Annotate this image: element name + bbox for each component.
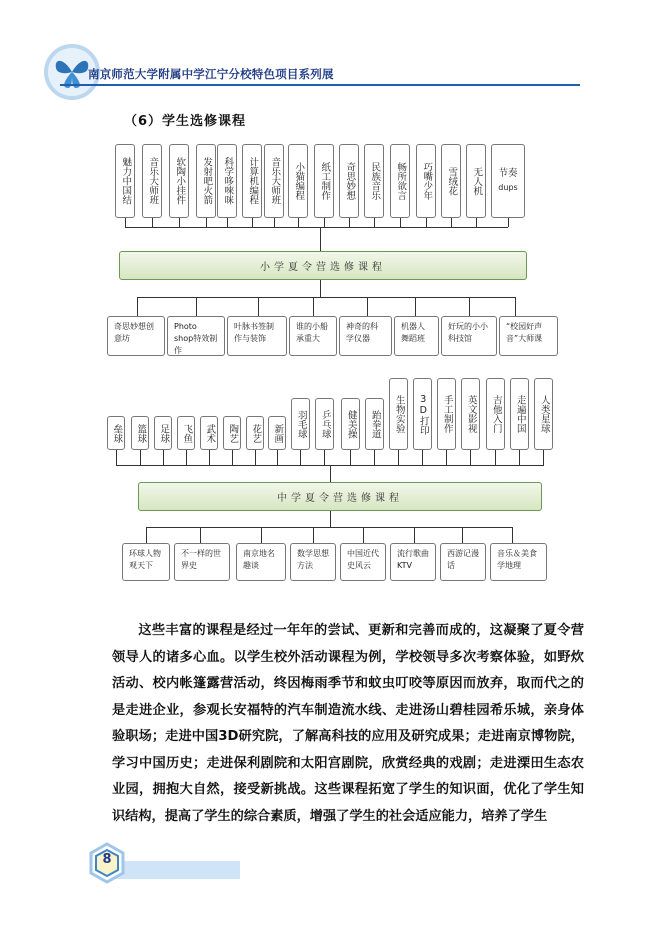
course-box: 科学哆唻咪 [217, 144, 237, 218]
connector-line [137, 297, 138, 316]
course-box: 音乐大师班 [264, 144, 284, 218]
connector-line [179, 218, 180, 227]
course-box: 羽毛球 [291, 398, 310, 450]
course-box: 奇思妙想创意坊 [107, 316, 165, 356]
connector-line [313, 297, 314, 316]
course-box: 巧嘴少年 [416, 144, 436, 218]
connector-line [426, 218, 427, 227]
course-box: 乒乓球 [315, 398, 334, 450]
connector-line [125, 227, 508, 228]
course-box: 叶脉书签制作与装饰 [227, 316, 287, 356]
connector-line [300, 450, 301, 465]
connector-line [277, 450, 278, 465]
connector-line [400, 218, 401, 227]
connector-line [261, 527, 262, 543]
primary-camp-bar: 小学夏令营选修课程 [119, 251, 527, 280]
connector-line [274, 218, 275, 227]
course-box: 音乐大师班 [142, 144, 162, 218]
course-box [491, 144, 525, 218]
course-box: 篮球 [131, 416, 149, 450]
connector-line [508, 218, 509, 227]
connector-line [320, 227, 321, 251]
course-box: 陶艺 [223, 416, 241, 450]
course-box: 不一样的世界史 [174, 543, 230, 581]
connector-line [125, 218, 126, 227]
connector-line [349, 218, 350, 227]
course-box: 无人机 [466, 144, 486, 218]
connector-line [330, 465, 331, 482]
connector-line [515, 297, 516, 316]
course-box: 好玩的小小科技馆 [441, 316, 497, 356]
course-label: dups [498, 183, 518, 192]
course-box: 吉他入门 [486, 378, 505, 450]
connector-line [543, 450, 544, 465]
course-box: 南京地名趣谈 [236, 543, 286, 581]
header-title: 南京师范大学附属中学江宁分校特色项目系列展 [88, 67, 334, 81]
connector-line [470, 450, 471, 465]
footer-strip [110, 861, 240, 879]
course-box: 畅所欲言 [390, 144, 410, 218]
connector-line [137, 297, 516, 298]
connector-line [374, 450, 375, 465]
connector-line [186, 450, 187, 465]
connector-line [451, 218, 452, 227]
course-box: “校园好声音”大师课 [499, 316, 558, 356]
section-heading: （6）学生选修课程 [124, 114, 247, 129]
connector-line [363, 527, 364, 543]
course-box: 垒球 [107, 416, 125, 450]
connector-line [446, 450, 447, 465]
connector-line [512, 527, 513, 543]
connector-line [330, 511, 331, 527]
course-box: 西游记漫话 [440, 543, 486, 581]
course-box: 数学思想方法 [290, 543, 336, 581]
course-box: 3D打印 [413, 378, 432, 450]
course-box: 计算机编程 [242, 144, 262, 218]
connector-line [116, 450, 117, 465]
connector-line [163, 450, 164, 465]
course-box: 软陶小挂件 [169, 144, 189, 218]
connector-line [206, 218, 207, 227]
connector-line [324, 450, 325, 465]
connector-line [519, 450, 520, 465]
course-box: 走遍中国 [510, 378, 529, 450]
course-box: 魅力中国结 [115, 144, 135, 218]
connector-line [146, 527, 147, 543]
course-box: 小猫编程 [288, 144, 308, 218]
course-box: 谁的小船承重大 [289, 316, 337, 356]
connector-line [227, 218, 228, 227]
connector-line [374, 218, 375, 227]
header-divider [60, 84, 580, 86]
connector-line [422, 450, 423, 465]
connector-line [398, 450, 399, 465]
course-box: 英文影视 [461, 378, 480, 450]
course-box: 手工制作 [437, 378, 456, 450]
course-box: 足球 [154, 416, 172, 450]
page-number: 8 [102, 852, 112, 867]
connector-line [313, 527, 314, 543]
body-paragraph: 这些丰富的课程是经过一年年的尝试、更新和完善而成的，这凝聚了夏令营领导人的诸多心血。以学生校外活动课程为例，学校领导多次考察体验，如野炊活动、校内帐篷露营活动，终因梅雨季节和蚊虫叮咬等原因而放弃，取而代之的是走进企业，参观长安福特的汽车制造流水线、走进汤山碧桂园希乐城，亲身体验职场；走进中国3D研究院，了解高科技的应用及研究成果；走进南京博物院，学习中国历史；走进保利剧院和太阳宫剧院，欣赏经典的戏剧；走进溧田生态农业园，拥抱大自然，接受新挑战。这些课程拓宽了学生的知识面，优化了学生知识结构，提高了学生的综合素质，增强了学生的社会适应能力，培养了学生 [112, 623, 584, 824]
connector-line [415, 297, 416, 316]
connector-line [476, 218, 477, 227]
connector-line [209, 450, 210, 465]
course-box: 民族音乐 [364, 144, 384, 218]
middle-camp-bar: 中学夏令营选修课程 [138, 482, 542, 511]
connector-line [462, 527, 463, 543]
connector-line [469, 297, 470, 316]
course-box: 发射吧火箭 [196, 144, 216, 218]
course-box: 奇思妙想 [339, 144, 359, 218]
course-box: 人类星球 [534, 378, 553, 450]
course-box: Photo shop特效制作 [167, 316, 225, 356]
connector-line [140, 450, 141, 465]
course-box: 生物实验 [389, 378, 408, 450]
course-box: 神奇的科学仪器 [339, 316, 392, 356]
connector-line [258, 297, 259, 316]
course-box: 中国近代史风云 [340, 543, 386, 581]
connector-line [298, 218, 299, 227]
connector-line [200, 527, 201, 543]
course-box: 流行歌曲KTV [390, 543, 436, 581]
course-box: 雪绒花 [441, 144, 461, 218]
course-box: 飞鱼 [177, 416, 195, 450]
connector-line [350, 450, 351, 465]
course-box: 环球人物观天下 [122, 543, 170, 581]
connector-line [252, 218, 253, 227]
course-box: 新画 [268, 416, 286, 450]
connector-line [414, 527, 415, 543]
connector-line [367, 297, 368, 316]
connector-line [152, 218, 153, 227]
connector-line [255, 450, 256, 465]
course-box: 纸工制作 [314, 144, 334, 218]
course-label: 节奏 [498, 168, 518, 179]
connector-line [495, 450, 496, 465]
course-box: 健美操 [341, 398, 360, 450]
connector-line [232, 450, 233, 465]
connector-line [324, 218, 325, 227]
course-box: 跆拳道 [365, 398, 384, 450]
connector-line [320, 280, 321, 297]
connector-line [196, 297, 197, 316]
course-box: 花艺 [246, 416, 264, 450]
course-box: 武术 [200, 416, 218, 450]
course-box: 机器人舞蹈班 [394, 316, 439, 356]
course-box: 音乐＆美食学地理 [490, 543, 547, 581]
